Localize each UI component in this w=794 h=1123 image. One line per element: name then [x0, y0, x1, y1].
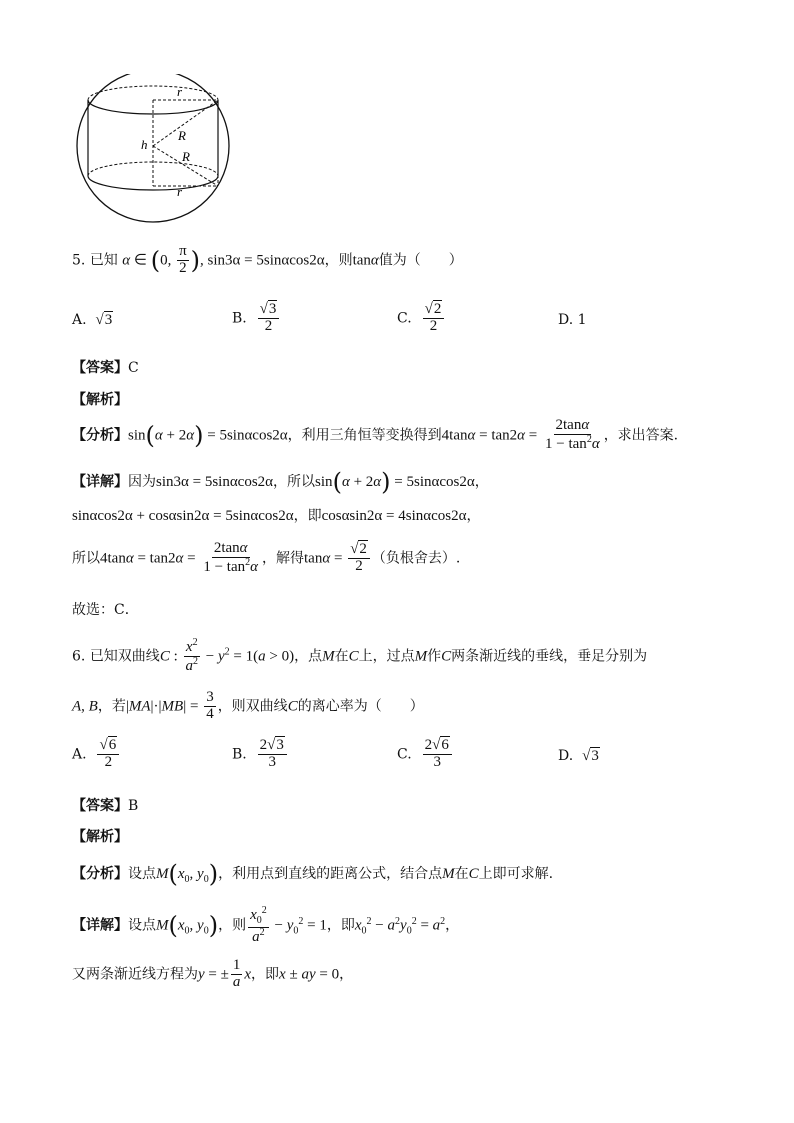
q6-analysis-label: 【解析】 [72, 829, 128, 845]
label-R-1: R [178, 128, 186, 143]
q5-xiangjie-1: 【详解】因为sin3α = 5sinαcos2α，所以sin(α + 2α) = 5sinαcos2α， [72, 468, 489, 496]
q5-xiangjie-2: sinαcos2α + cosαsin2α = 5sinαcos2α，即cosαsin2α = 4sinαcos2α， [72, 508, 481, 524]
q5-stem: 5. 已知 α ∈ (0, $\frac{\pi}{2}$ ), sin3α = 5sinαcos2α，则tanα值为（ ） [72, 243, 463, 276]
label-r-top: r [177, 84, 183, 99]
q5-choice-c[interactable]: C. $\frac{√2}{2}$ [397, 302, 446, 335]
q6-xiangjie: 【详解】设点$M(x_0$, $y_0$)，则 $\frac{x_0^2}{a^2}$ − $y_0^2 = 1$，即$x_0^2 - a^2y_0^2 = a^2$， [72, 905, 460, 945]
label-R-2: R [182, 149, 190, 164]
q6-fenxi: 【分析】设点$M(x_0$, $y_0$)，利用点到直线的距离公式，结合点M在C上即可求解. [72, 860, 554, 888]
q5-xiangjie-3: 所以4tanα = tan2α = $\frac{2\tan\alpha}{1 - \tan^2\alpha}$ ，解得tanα = $\frac{√2}{2}$ （负根舍去）. [72, 540, 461, 575]
q6-asymptote: 又两条渐近线方程为y = ± $\frac{1}{a}$ x，即x ± ay = 0， [72, 957, 354, 990]
q6-choice-d[interactable]: D. √3 [558, 748, 599, 764]
label-h: h [141, 137, 148, 152]
q5-number: 5. [72, 252, 86, 269]
q5-choice-a[interactable]: A. √3 [72, 312, 113, 328]
q5-choose: 故选：C． [72, 602, 139, 618]
q6-answer: 【答案】B [72, 798, 139, 814]
q5-choice-b[interactable]: B. $\frac{√3}{2}$ [232, 302, 281, 335]
q6-choice-c[interactable]: C. $\frac{2√6}{3}$ [397, 738, 454, 771]
sphere-cylinder-figure [70, 74, 240, 224]
q6-stem-1: 6. 已知双曲线C : $\frac{x^2}{a^2}$ − $y^2 = 1(a > 0)$，点M在C上，过点M作C两条渐近线的垂线，垂足分别为 [72, 637, 648, 674]
q6-choice-b[interactable]: B. $\frac{2√3}{3}$ [232, 738, 289, 771]
q5-answer: 【答案】C [72, 360, 139, 376]
q6-stem-2: A, B，若|MA|·|MB| = $\frac{3}{4}$ ，则双曲线C的离心率为（ ） [72, 689, 424, 722]
q6-choice-a[interactable]: A. $\frac{√6}{2}$ [72, 738, 121, 771]
q5-choice-d[interactable]: D. 1 [558, 312, 587, 328]
label-r-bottom: r [177, 184, 183, 199]
q5-fenxi: 【分析】sin(α + 2α) = 5sinαcos2α，利用三角恒等变换得到4tanα = tan2α = $\frac{2\tan\alpha}{1 - \tan^2\alpha}$ ，求出答案. [72, 417, 679, 452]
q5-analysis-label: 【解析】 [72, 392, 128, 408]
